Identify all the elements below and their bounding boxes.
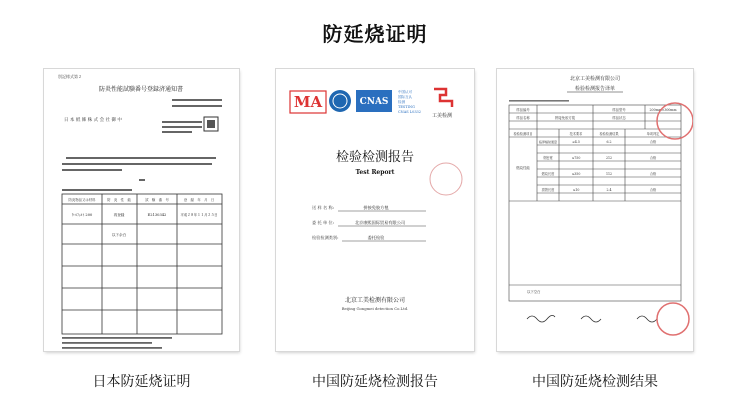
field-label: 送 样 名 称: — [312, 205, 335, 210]
field-label: 检验检测类别: — [312, 235, 339, 240]
result-cell: 样品名称 — [516, 116, 530, 120]
result-cell: 合格 — [649, 140, 657, 144]
china-test-result-image — [497, 69, 693, 351]
table-header-cell: 防 炎 性 能 — [107, 198, 131, 202]
field-value: 拼接免胶方毯 — [363, 205, 389, 210]
japan-certificate-image — [44, 69, 239, 351]
result-note: 以下空白 — [527, 290, 541, 294]
report-heading-en: Test Report — [355, 169, 395, 176]
result-cell: 6.2 — [606, 140, 612, 144]
logo-subtext: 检测 — [398, 100, 405, 104]
result-cell: 技术要求 — [569, 132, 583, 136]
result-cell: 损毁长度 — [541, 188, 555, 192]
result-cell: 合格 — [649, 172, 657, 176]
result-cell: 样品编号 — [516, 108, 530, 112]
table-cell: 平成２８年１１月２５日 — [180, 213, 218, 217]
doc-heading: 防炎性能試験番号登録済通知書 — [98, 86, 184, 93]
table-cell: 以下余白 — [111, 233, 127, 237]
company-name: 北京工美检测有限公司 — [569, 76, 621, 82]
cnas-logo: CNAS — [359, 97, 389, 107]
brand-name: 工美检测 — [431, 113, 453, 119]
table-cell: E2130342 — [147, 213, 167, 217]
result-cell: 112 — [605, 172, 613, 176]
table-header-cell: 防炎物品又は材料 — [68, 198, 96, 202]
result-cell: ≤10 — [572, 188, 580, 192]
result-cell: 合格 — [649, 156, 657, 160]
logo-subtext: TESTING — [398, 105, 415, 109]
caption-china-results: 中国防延烧检测结果 — [532, 374, 658, 390]
org-name: 日 本 紙 飾 株 式 会 社 御 中 — [64, 118, 122, 123]
test-result-sheet — [497, 69, 693, 351]
result-cell: 临界辐射通量 — [538, 140, 558, 144]
result-cell: 样品状态 — [612, 116, 626, 120]
result-cell: ≤350 — [571, 172, 581, 176]
result-cell: 燃烧性能 — [516, 166, 530, 170]
logo-subtext: CNAS L0332 — [398, 110, 422, 114]
caption-japan-certificate: 日本防延烧证明 — [92, 374, 191, 390]
result-cell: 200mm×300mm — [649, 108, 677, 112]
report-heading-cn: 检验检测报告 — [335, 150, 415, 165]
result-cell: 拼接免胶方毯 — [554, 116, 576, 120]
japan-certificate-page — [44, 69, 239, 351]
issuer-cn: 北京工美检测有限公司 — [344, 297, 406, 304]
result-cell: 样品型号 — [612, 108, 626, 112]
result-cell: 合格 — [649, 188, 657, 192]
table-cell: ｳｰﾙﾌｪﾙﾄ 200 — [71, 213, 93, 217]
table-cell: 再登録 — [113, 213, 125, 217]
result-cell: 检验检测项目 — [513, 132, 533, 136]
field-value: 北京康熙国际贸易有限公司 — [354, 220, 406, 225]
form-number: 別記様式第２ — [58, 74, 82, 79]
logo-subtext: 中国认可 — [398, 90, 412, 94]
caption-china-report: 中国防延烧检测报告 — [312, 374, 438, 390]
result-cell: 212 — [605, 156, 613, 160]
sheet-heading: 检验检测报告译单 — [574, 86, 616, 92]
page-title: 防延烧证明 — [322, 22, 428, 46]
issuer-en: Beijing Gongmei detection Co.Ltd. — [341, 306, 409, 311]
field-label: 委 托 单 位: — [312, 220, 335, 225]
china-test-report-image — [276, 69, 474, 351]
result-cell: ≤750 — [571, 156, 581, 160]
test-report-cover — [276, 69, 474, 351]
field-value: 委托检验 — [367, 235, 385, 240]
table-header-cell: 試 験 番 号 — [145, 198, 169, 202]
logo-subtext: 国际互认 — [398, 95, 412, 99]
result-cell: 检验检测结果 — [599, 132, 619, 136]
result-cell: 单项判定 — [646, 132, 660, 136]
result-cell: 2.4 — [606, 188, 612, 192]
ma-logo: MA — [293, 93, 323, 111]
result-cell: 燃烧长度 — [541, 172, 555, 176]
result-cell: ≥4.5 — [572, 140, 580, 144]
result-cell: 烟密度 — [543, 156, 553, 160]
table-header-cell: 登 録 年 月 日 — [183, 198, 215, 202]
